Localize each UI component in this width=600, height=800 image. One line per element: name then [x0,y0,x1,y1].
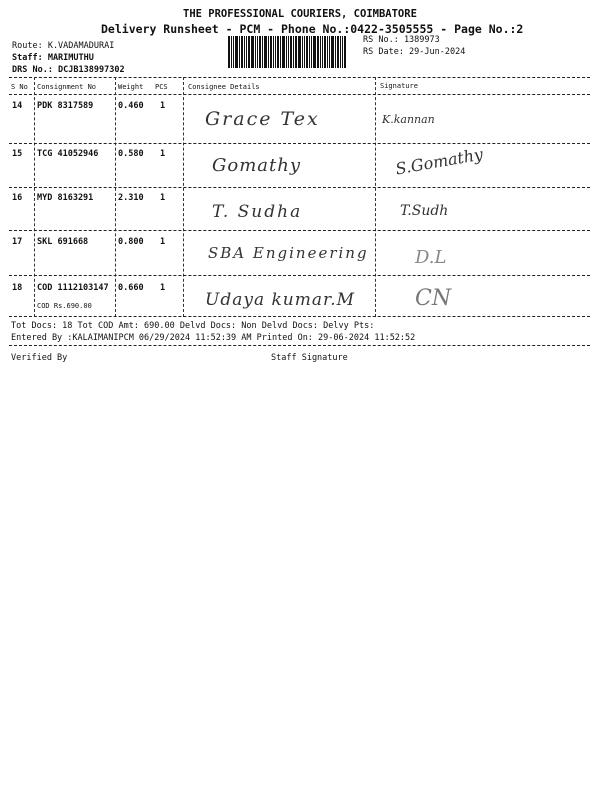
row-consignment: TCG 41052946 [37,149,99,159]
row-consignment: COD 1112103147 [37,283,109,293]
col-consignment: Consignment No [37,83,97,91]
row-weight: 0.800 [118,237,144,247]
consignee-handwriting: SBA Engineering [208,244,369,262]
row-divider [9,143,590,144]
row-divider [9,275,590,276]
column-separator [34,77,35,317]
row-sno: 14 [12,101,23,111]
consignee-handwriting: Gomathy [212,155,302,176]
row-weight: 0.580 [118,149,144,159]
entered-by: Entered By :KALAIMANIPCM 06/29/2024 11:52:39 AM Printed On: 29-06-2024 11:52:52 [11,333,416,343]
company-title: THE PROFESSIONAL COURIERS, COIMBATORE [183,8,417,20]
row-pcs: 1 [160,193,166,203]
column-separator [183,77,184,317]
row-divider [9,187,590,188]
divider [9,345,590,346]
rs-date: RS Date: 29-Jun-2024 [363,47,466,57]
col-weight: Weight [118,83,144,91]
signature-handwriting: K.kannan [382,113,435,126]
drs-number: DRS No.: DCJB138997302 [12,65,125,75]
signature-handwriting: CN [415,286,452,311]
col-consignee: Consignee Details [188,83,260,91]
staff-label: Staff: MARIMUTHU [12,53,94,63]
row-sno: 15 [12,149,23,159]
consignee-handwriting: T. Sudha [212,202,303,222]
rs-number: RS No.: 1389973 [363,35,440,45]
row-divider [9,230,590,231]
column-separator [115,77,116,317]
row-consignment: PDK 8317589 [37,101,94,111]
row-pcs: 1 [160,237,166,247]
row-weight: 0.460 [118,101,144,111]
row-consignment: SKL 691668 [37,237,89,247]
signature-handwriting: D.L [415,247,447,268]
signature-handwriting: T.Sudh [400,203,449,219]
signature-handwriting: S.Gomathy [394,144,485,179]
runsheet-subtitle: Delivery Runsheet - PCM - Phone No.:0422-3505555 - Page No.:2 [101,22,524,36]
row-weight: 2.310 [118,193,144,203]
route-label: Route: K.VADAMADURAI [12,41,115,51]
row-sno: 18 [12,283,23,293]
row-sno: 17 [12,237,23,247]
row-pcs: 1 [160,149,166,159]
row-pcs: 1 [160,101,166,111]
consignee-handwriting: Udaya kumar.M [205,290,356,310]
row-sno: 16 [12,193,23,203]
totals-line: Tot Docs: 18 Tot COD Amt: 690.00 Delvd Docs: Non Delvd Docs: Delvy Pts: [11,321,375,331]
row-pcs: 1 [160,283,166,293]
col-sno: S No [11,83,28,91]
row-weight: 0.660 [118,283,144,293]
row-divider [9,316,590,317]
col-pcs: PCS [155,83,168,91]
row-consignment: MYD 8163291 [37,193,94,203]
staff-signature-label: Staff Signature [271,353,348,363]
row-cod-note: COD Rs.690.00 [37,302,92,310]
column-separator [375,77,376,317]
barcode [228,36,358,68]
divider [9,94,590,95]
divider [9,77,590,78]
consignee-handwriting: Grace Tex [205,108,320,130]
verified-by: Verified By [11,353,68,363]
col-signature: Signature [380,82,418,90]
